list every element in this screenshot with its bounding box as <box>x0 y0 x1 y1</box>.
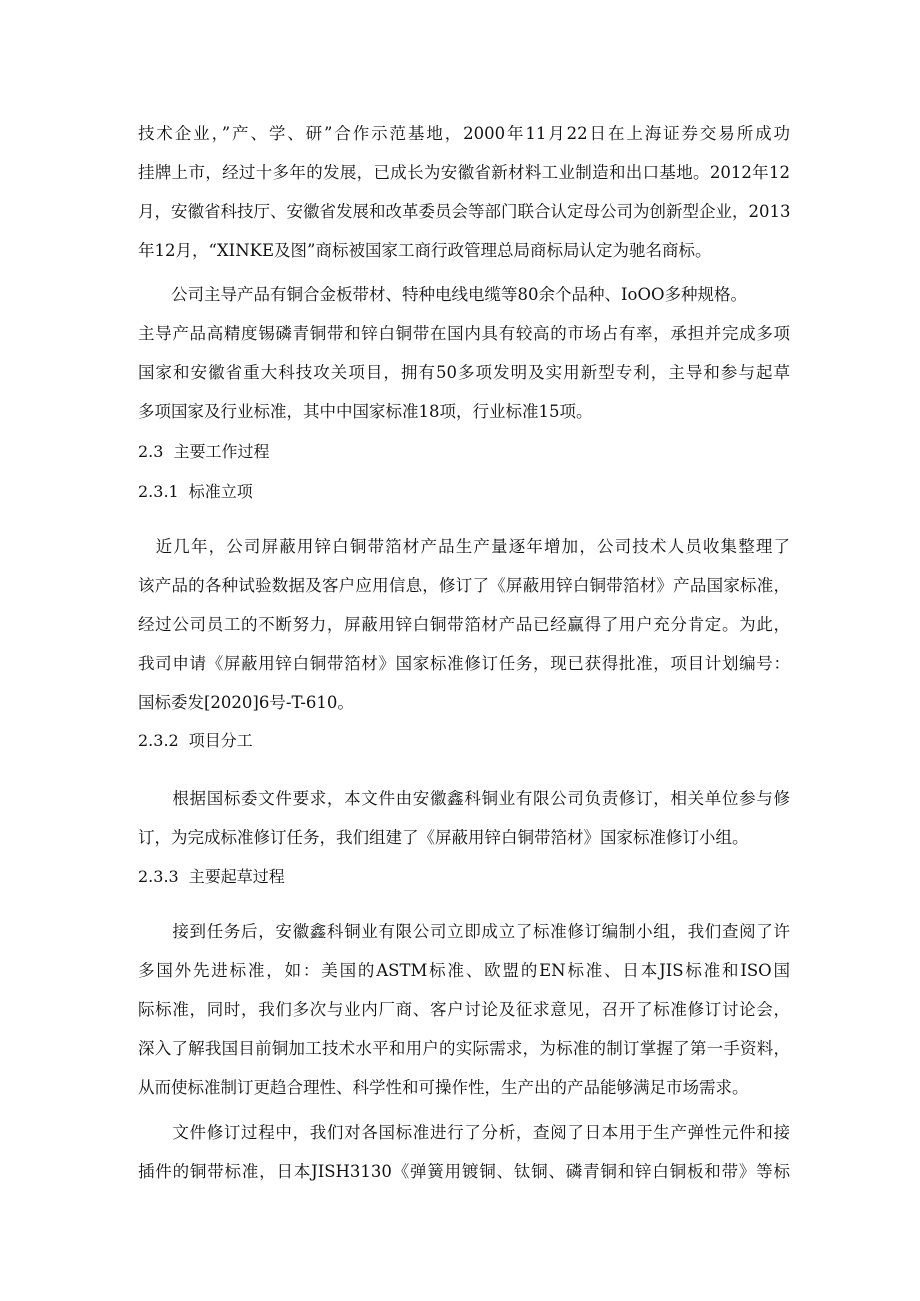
section-number: 2.3 <box>138 442 164 461</box>
text-line: 公司主导产品有铜合金板带材、特种电线电缆等80余个品种、IoOO多种规格。 <box>138 285 748 304</box>
text-line: 订，为完成标准修订任务，我们组建了《屏蔽用锌白铜带箔材》国家标准修订小组。 <box>138 828 749 847</box>
paragraph-company-history <box>138 114 790 270</box>
text-line: 主导产品高精度锡磷青铜带和锌白铜带在国内具有较高的市场占有率，承担并完成多项 <box>138 324 790 343</box>
text-line: 接到任务后，安徽鑫科铜业有限公司立即成立了标准修订编制小组，我们查阅了许 <box>138 922 790 941</box>
section-title: 标准立项 <box>188 482 253 501</box>
text-line: 月，安徽省科技厅、安徽省发展和改革委员会等部门联合认定母公司为创新型企业，2013 <box>138 202 791 221</box>
text-line: 多项国家及行业标准，其中中国家标准18项，行业标准15项。 <box>138 402 593 421</box>
text-line: 国标委发[2020]6号-T-610。 <box>138 693 354 712</box>
text-line: 插件的铜带标准，日本JISH3130《弹簧用镀铜、钛铜、磷青铜和锌白铜板和带》等标 <box>138 1162 790 1181</box>
text-line: 经过公司员工的不断努力，屏蔽用锌白铜带箔材产品已经赢得了用户充分肯定。为此， <box>138 615 790 634</box>
text-line: 该产品的各种试验数据及客户应用信息，修订了《屏蔽用锌白铜带箔材》产品国家标准， <box>138 576 790 595</box>
text-line: 挂牌上市，经过十多年的发展，已成长为安徽省新材料工业制造和出口基地。2012年12 <box>138 163 790 182</box>
text-line: 深入了解我国目前铜加工技术水平和用户的实际需求，为标准的制订掌握了第一手资料， <box>138 1039 790 1058</box>
text-line: 国家和安徽省重大科技攻关项目，拥有50多项发明及实用新型专利，主导和参与起草 <box>138 363 790 382</box>
text-line: 多国外先进标准，如：美国的ASTM标准、欧盟的EN标准、日本JIS标准和ISO国 <box>138 961 790 980</box>
section-title: 主要起草过程 <box>188 867 285 886</box>
paragraph-project-division <box>138 779 790 857</box>
paragraph-standard-project <box>138 527 790 722</box>
section-number: 2.3.3 <box>138 867 179 886</box>
section-title: 主要工作过程 <box>173 442 270 461</box>
section-heading-2-3-2 <box>138 729 253 753</box>
text-line: 我司申请《屏蔽用锌白铜带箔材》国家标准修订任务，现已获得批准，项目计划编号： <box>138 654 790 673</box>
section-heading-2-3-3 <box>138 865 285 889</box>
paragraph-revision-analysis <box>138 1113 790 1191</box>
section-number: 2.3.1 <box>138 482 179 501</box>
paragraph-drafting-process <box>138 912 790 1107</box>
text-line: 近几年，公司屏蔽用锌白铜带箔材产品生产量逐年增加，公司技术人员收集整理了 <box>138 537 790 556</box>
text-line: 文件修订过程中，我们对各国标准进行了分析，查阅了日本用于生产弹性元件和接 <box>138 1123 790 1142</box>
section-title: 项目分工 <box>188 731 253 750</box>
text-line: 年12月，“XINKE及图”商标被国家工商行政管理总局商标局认定为驰名商标。 <box>138 241 712 260</box>
text-line: 根据国标委文件要求，本文件由安徽鑫科铜业有限公司负责修订，相关单位参与修 <box>138 789 790 808</box>
section-heading-2-3-1 <box>138 480 253 504</box>
paragraph-main-products <box>138 275 790 431</box>
section-heading-2-3 <box>138 440 269 464</box>
text-line: 技术企业，”产、学、研”合作示范基地，2000年11月22日在上海证券交易所成功 <box>138 124 790 143</box>
section-number: 2.3.2 <box>138 731 179 750</box>
text-line: 际标准，同时，我们多次与业内厂商、客户讨论及征求意见，召开了标准修订讨论会， <box>138 1000 790 1019</box>
text-line: 从而使标准制订更趋合理性、科学性和可操作性，生产出的产品能够满足市场需求。 <box>138 1078 749 1097</box>
